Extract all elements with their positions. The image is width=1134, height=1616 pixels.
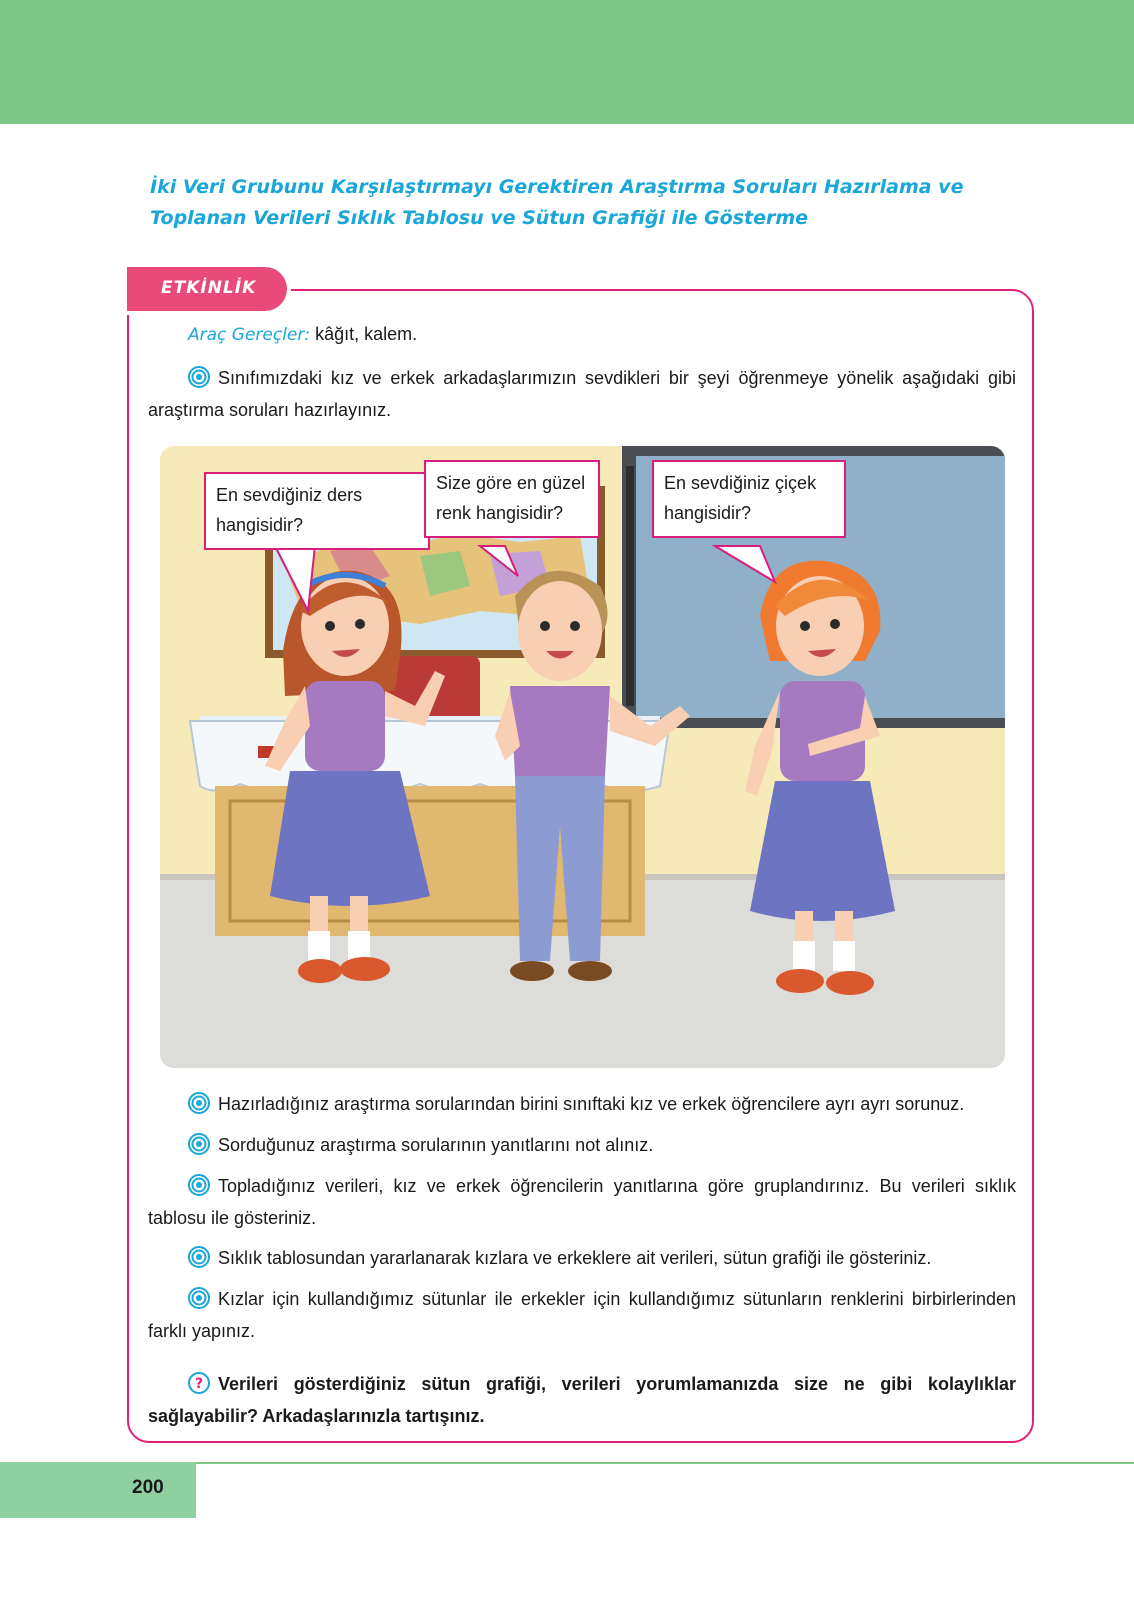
step-text: Kızlar için kullandığımız sütunlar ile erkekler için kullandığımız sütunların renklerini birbirlerinden farklı yapınız. — [148, 1289, 1016, 1341]
section-title: İki Veri Grubunu Karşılaştırmayı Gerektiren Araştırma Soruları Hazırlama ve Toplanan Verileri Sıklık Tablosu ve Sütun Grafiği ile Gösterme — [150, 176, 964, 229]
step-item — [148, 1170, 1016, 1234]
step-item — [148, 1242, 1016, 1274]
materials-line — [148, 318, 1016, 351]
target-bullet-icon — [188, 366, 210, 388]
bubble-line: En sevdiğiniz ders — [216, 485, 363, 505]
question-mark-icon — [188, 1372, 210, 1394]
target-bullet-icon — [188, 1133, 210, 1155]
bubble-line: renk hangisidir? — [436, 503, 564, 523]
materials-value: kâğıt, kalem. — [315, 324, 418, 344]
materials-label: Araç Gereçler: — [188, 325, 311, 345]
step-text: Hazırladığınız araştırma sorularından birini sınıftaki kız ve erkek öğrencilere ayrı ayrı sorunuz. — [218, 1094, 965, 1114]
top-color-band — [0, 0, 1134, 124]
target-bullet-icon — [188, 1246, 210, 1268]
step-item — [148, 1088, 1016, 1120]
target-bullet-icon — [188, 1174, 210, 1196]
bubble-line: hangisidir? — [216, 515, 304, 535]
step-text: Sıklık tablosundan yararlanarak kızlara ve erkeklere ait verileri, sütun grafiği ile gösteriniz. — [218, 1248, 932, 1268]
target-bullet-icon — [188, 1287, 210, 1309]
classroom-illustration — [160, 446, 1005, 1068]
bubble-line: Size göre en güzel — [436, 473, 586, 493]
activity-tab-label: ETKİNLİK — [161, 278, 257, 298]
question-text: Verileri gösterdiğiniz sütun grafiği, verileri yorumlamanızda size ne gibi kolaylıklar sağlayabilir? Arkadaşlarınızla tartışınız. — [148, 1374, 1016, 1426]
speech-bubble-flower — [652, 460, 846, 538]
svg-text:?: ? — [194, 1376, 204, 1392]
bubble-line: En sevdiğiniz çiçek — [664, 473, 817, 493]
step-item — [148, 1283, 1016, 1347]
target-bullet-icon — [188, 1092, 210, 1114]
speech-bubble-color — [424, 460, 600, 538]
step-item — [148, 1129, 1016, 1161]
discussion-question — [148, 1368, 1016, 1432]
page-number-box — [0, 1462, 196, 1518]
bubble-line: hangisidir? — [664, 503, 752, 523]
intro-paragraph — [148, 362, 1016, 426]
intro-text: Sınıfımızdaki kız ve erkek arkadaşlarımızın sevdikleri bir şeyi öğrenmeye yönelik aşağıdaki gibi araştırma soruları hazırlayınız. — [148, 368, 1016, 420]
speech-bubble-lesson — [204, 472, 430, 550]
step-text: Topladığınız verileri, kız ve erkek öğrencilerin yanıtlarına göre gruplandırınız. Bu verileri sıklık tablosu ile gösteriniz. — [148, 1176, 1016, 1228]
step-text: Sorduğunuz araştırma sorularının yanıtlarını not alınız. — [218, 1135, 654, 1155]
activity-tab — [127, 267, 287, 311]
page-number: 200 — [132, 1477, 164, 1498]
